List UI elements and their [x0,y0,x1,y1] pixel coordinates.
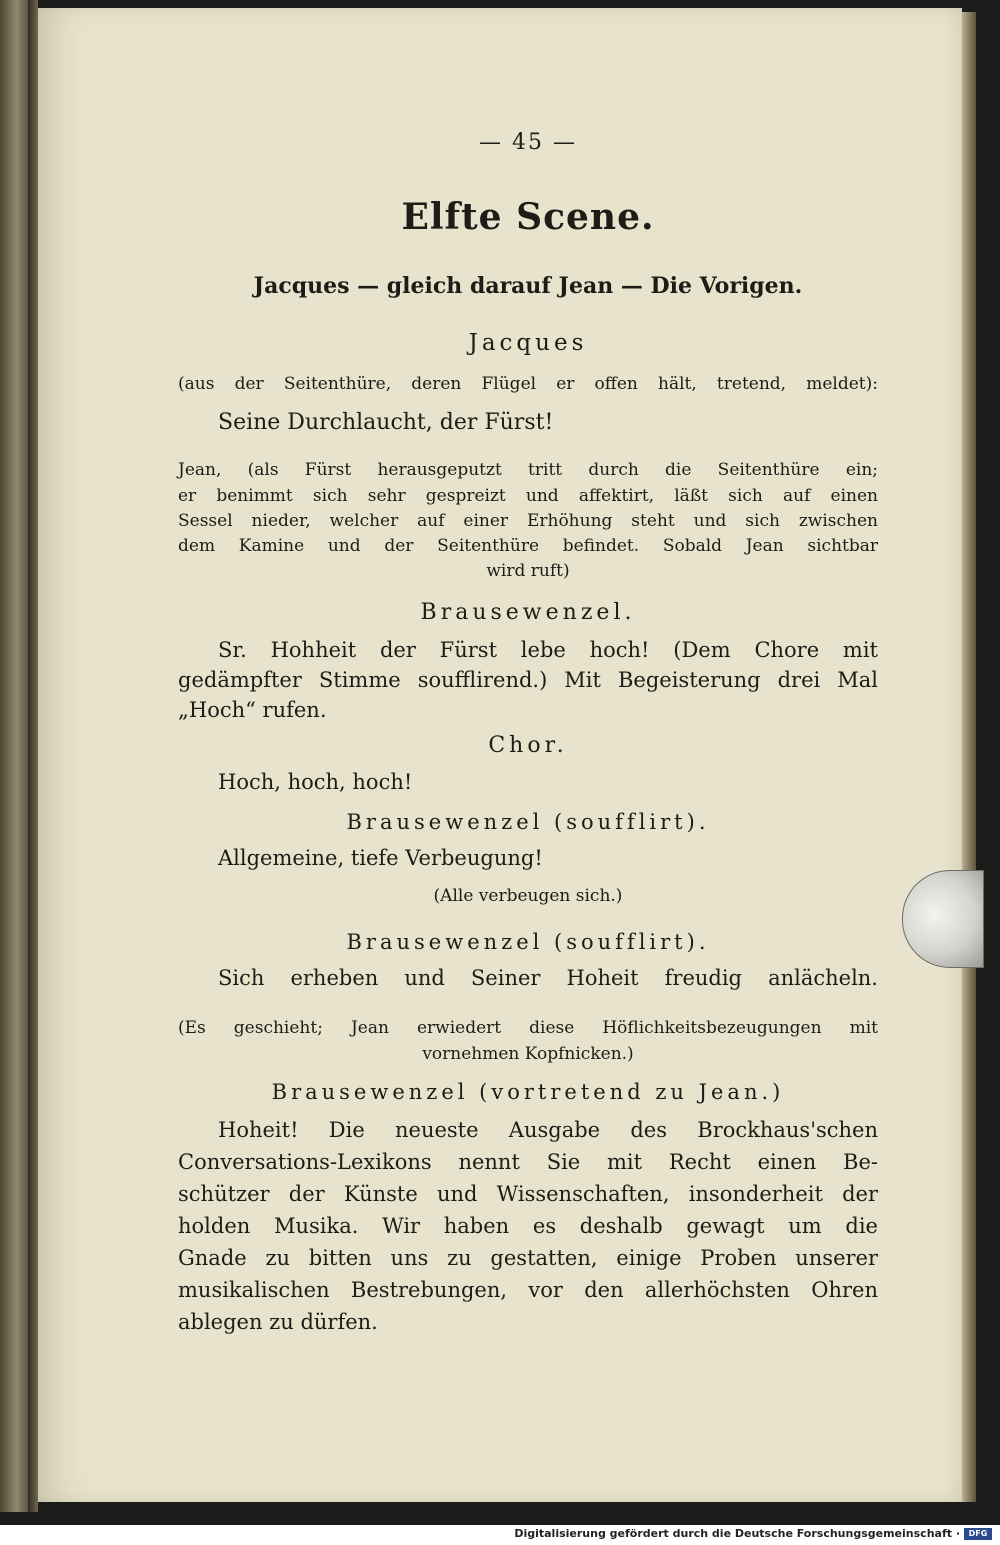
speech-line: Seine Durchlaucht, der Fürst! [218,410,554,435]
footer-credit: Digitalisierung gefördert durch die Deutsche Forschungsgemeinschaft · [514,1527,960,1540]
speech-line: Allgemeine, tiefe Verbeugung! [218,846,543,870]
speaker-chor: Chor. [488,733,568,758]
right-page-edge [962,12,976,1502]
speaker-brausewenzel: Brausewenzel (soufflirt). [346,930,710,954]
speaker-brausewenzel: Brausewenzel. [420,600,636,625]
stage-direction: (aus der Seitenthüre, deren Flügel er offen hält, tretend, meldet): [178,374,878,394]
speech-line: musikalischen Bestrebungen, vor den allerhöchsten Ohren [178,1278,878,1302]
speech-line: Hoch, hoch, hoch! [218,770,413,794]
speech-line: gedämpfter Stimme soufflirend.) Mit Begeisterung drei Mal [178,668,878,692]
speech-line: Conversations-Lexikons nennt Sie mit Recht einen Be- [178,1150,878,1174]
characters-line: Jacques — gleich darauf Jean — Die Vorigen. [253,273,803,299]
speech-line: Hoheit! Die neueste Ausgabe des Brockhaus'schen [218,1118,878,1142]
stage-direction: Sessel nieder, welcher auf einer Erhöhung steht und sich zwischen [178,511,878,531]
stage-direction: wird ruft) [486,561,570,581]
stage-direction: er benimmt sich sehr gespreizt und affektirt, läßt sich auf einen [178,486,878,506]
book-spine [28,0,38,1512]
scene-title: Elfte Scene. [401,196,655,238]
left-page-edge [0,0,28,1512]
stage-direction: (Es geschieht; Jean erwiedert diese Höflichkeitsbezeugungen mit [178,1018,878,1038]
speech-line: Sich erheben und Seiner Hoheit freudig anlächeln. [218,966,878,990]
stage-direction: Jean, (als Fürst herausgeputzt tritt durch die Seitenthüre ein; [178,460,878,480]
speaker-jacques: Jacques [468,330,588,356]
stage-direction: dem Kamine und der Seitenthüre befindet. Sobald Jean sichtbar [178,536,878,556]
speaker-brausewenzel: Brausewenzel (soufflirt). [346,810,710,834]
speech-line: „Hoch“ rufen. [178,698,327,722]
speech-line: schützer der Künste und Wissenschaften, insonderheit der [178,1182,878,1206]
speaker-brausewenzel: Brausewenzel (vortretend zu Jean.) [271,1080,785,1104]
page-number: — 45 — [479,130,577,155]
dfg-logo: DFG [964,1528,992,1540]
stage-direction: vornehmen Kopfnicken.) [422,1044,634,1064]
speech-line: ablegen zu dürfen. [178,1310,378,1334]
speech-line: Gnade zu bitten uns zu gestatten, einige Proben unserer [178,1246,878,1270]
stage-direction: (Alle verbeugen sich.) [433,886,623,906]
book-page [38,8,962,1502]
speech-line: holden Musika. Wir haben es deshalb gewagt um die [178,1214,878,1238]
speech-line: Sr. Hohheit der Fürst lebe hoch! (Dem Chore mit [218,638,878,662]
